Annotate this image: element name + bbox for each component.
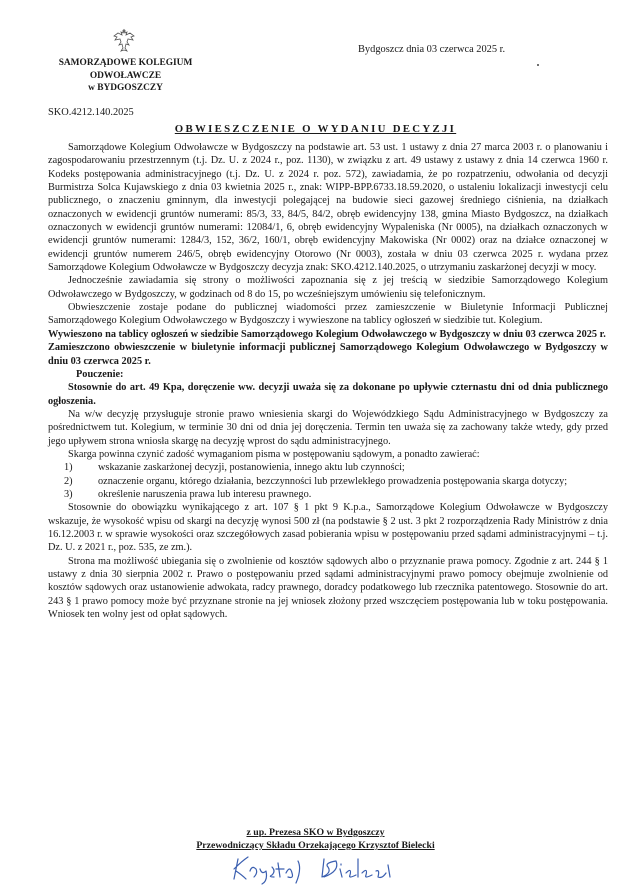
list-item: 1) wskazanie zaskarżonej decyzji, postanowienia, innego aktu lub czynności; — [64, 462, 405, 474]
signature-name: Przewodniczący Składu Orzekającego Krzysztof Bielecki — [196, 840, 435, 851]
org-line-3: w BYDGOSZCZY — [88, 83, 163, 93]
paragraph-fee: Stosownie do obowiązku wynikającego z art. 107 § 1 pkt 9 K.p.a., Samorządowe Kolegium Odwoławcze w Bydgoszczy wskazuje, że wysokość wpisu od skargi na decyzję wynosi 500 zł (na podstawie § 2 ust. 3 pkt 2 rozporządzenia Rady Ministrów z dnia 16.12.2003 r. w sprawie wysokości oraz szczegółowych zasad pobierania wpisu w postępowaniu przed sądami administracyjnymi – t.j. Dz. U. z 2021 r., poz. 535, ze zm.). — [48, 502, 608, 554]
pouczenie-heading: Pouczenie: — [76, 368, 124, 380]
paragraph-complaint: Na w/w decyzję przysługuje stronie prawo wniesienia skargi do Wojewódzkiego Sądu Administracyjnego w Bydgoszczy za pośrednictwem tut. Kolegium, w terminie 30 dni od dnia jej doręczenia. Termin ten uważa się za zachowany także wtedy, gdy przed jego upływem strona wniosła skargę na decyzję wprost do sądu administracyjnego. — [48, 408, 608, 447]
paragraph-legal-aid: Strona ma możliwość ubiegania się o zwolnienie od kosztów sądowych albo o przyznanie prawa pomocy. Zgodnie z art. 244 § 1 ustawy z dnia 30 sierpnia 2002 r. Prawo o postępowaniu przed sądami administracyjnymi prawo pomocy obejmuje zwolnienie od kosztów sądowych oraz ustanowienie adwokata, radcy prawnego, doradcy podatkowego lub rzecznika patentowego. Stosownie do art. 243 § 1 prawo pomocy może być przyznane stronie na jej wniosek złożony przed wszczęciem postępowania lub w toku postępowania. Wniosek ten wolny jest od opłat sądowych. — [48, 555, 608, 621]
list-item: 3) określenie naruszenia prawa lub interesu prawnego. — [64, 488, 312, 500]
list-item: 2) oznaczenie organu, którego działania, bezczynności lub przewlekłego prowadzenia postępowania skarga dotyczy; — [64, 475, 568, 487]
notice-posted: Wywieszono na tablicy ogłoszeń w siedzibie Samorządowego Kolegium Odwoławczego w Bydgoszczy w dniu 03 czerwca 2025 r. — [48, 328, 606, 340]
issuer-organization — [48, 57, 203, 95]
speck-mark — [537, 64, 539, 66]
paragraph-main: Samorządowe Kolegium Odwoławcze w Bydgoszczy na podstawie art. 53 ust. 1 ustawy z dnia 27 marca 2003 r. o planowaniu i zagospodarowaniu przestrzennym (t.j. Dz. U. z 2024 r., poz. 1130), w związku z art. 49 ustawy z ustawy z dnia 14 czerwca 1960 r. Kodeks postępowania administracyjnego (t.j. Dz. U. z 2024 r. poz. 572), zawiadamia, że po rozpatrzeniu, odwołania od decyzji Burmistrza Solca Kujawskiego z dnia 03 kwietnia 2025 r., znak: WIPP-BPP.6733.18.59.2020, o ustaleniu lokalizacji inwestycji celu publicznego, o znaczeniu gminnym, dla inwestycji polegającej na budowie sieci gazowej średniego ciśnienia, na działkach oznaczonych w ewidencji gruntów numerami: 85/3, 33, 84/5, 84/2, obręb ewidencyjny 138, gmina Miasto Bydgoszcz, na działkach oznaczonych w ewidencji gruntów numerami: 12084/1, 6, obręb ewidencyjny Wypaleniska (Nr 0005), na działkach oznaczonych w ewidencji gruntów numerami: 1284/3, 152, 36/2, 160/1, obręb ewidencyjny Makowiska (Nr 0002) oraz na działce oznaczonej w ewidencji gruntów numerem 246/5, obręb ewidencyjny Otorowo (Nr 0003), została w dniu 03 czerwca 2025 r. wydana przez Samorządowe Kolegium Odwoławcze w Bydgoszczy decyzja znak: SKO.4212.140.2025, o utrzymaniu zaskarżonej decyzji w mocy. — [48, 142, 608, 274]
eagle-emblem-icon — [112, 28, 136, 54]
document-date: Bydgoszcz dnia 03 czerwca 2025 r. — [358, 44, 506, 55]
notice-bip: Zamieszczono obwieszczenie w biuletynie informacji publicznej Samorządowego Kolegium Odwoławczego w Bydgoszczy w dniu 03 czerwca 2025 r. — [48, 342, 608, 367]
reference-number: SKO.4212.140.2025 — [48, 107, 134, 118]
paragraph-publication: Obwieszczenie zostaje podane do publicznej wiadomości przez zamieszczenie w Biuletynie Informacji Publicznej Samorządowego Kolegium Odwoławczego w Bydgoszczy i wywieszone na tablicy ogłoszeń w siedzibie tut. Kolegium. — [48, 302, 608, 327]
pouczenie-statement: Stosownie do art. 49 Kpa, doręczenie ww. decyzji uważa się za dokonane po upływie czternastu dni od dnia publicznego ogłoszenia. — [48, 382, 608, 407]
signature-authority: z up. Prezesa SKO w Bydgoszczy — [246, 827, 385, 838]
paragraph-requirements: Skarga powinna czynić zadość wymaganiom pisma w postępowaniu sądowym, a ponadto zawierać: — [68, 448, 480, 460]
paragraph-access: Jednocześnie zawiadamia się strony o możliwości zapoznania się z jej treścią w siedzibie Samorządowego Kolegium Odwoławczego w Bydgoszczy, w godzinach od 8 do 15, po wcześniejszym umówieniu się telefonicznym. — [48, 275, 608, 300]
document-body — [48, 141, 608, 621]
handwritten-signature — [228, 851, 398, 885]
document-title: OBWIESZCZENIE O WYDANIU DECYZJI — [174, 123, 457, 135]
org-line-1: SAMORZĄDOWE KOLEGIUM — [58, 58, 193, 68]
org-line-2: ODWOŁAWCZE — [89, 70, 162, 81]
